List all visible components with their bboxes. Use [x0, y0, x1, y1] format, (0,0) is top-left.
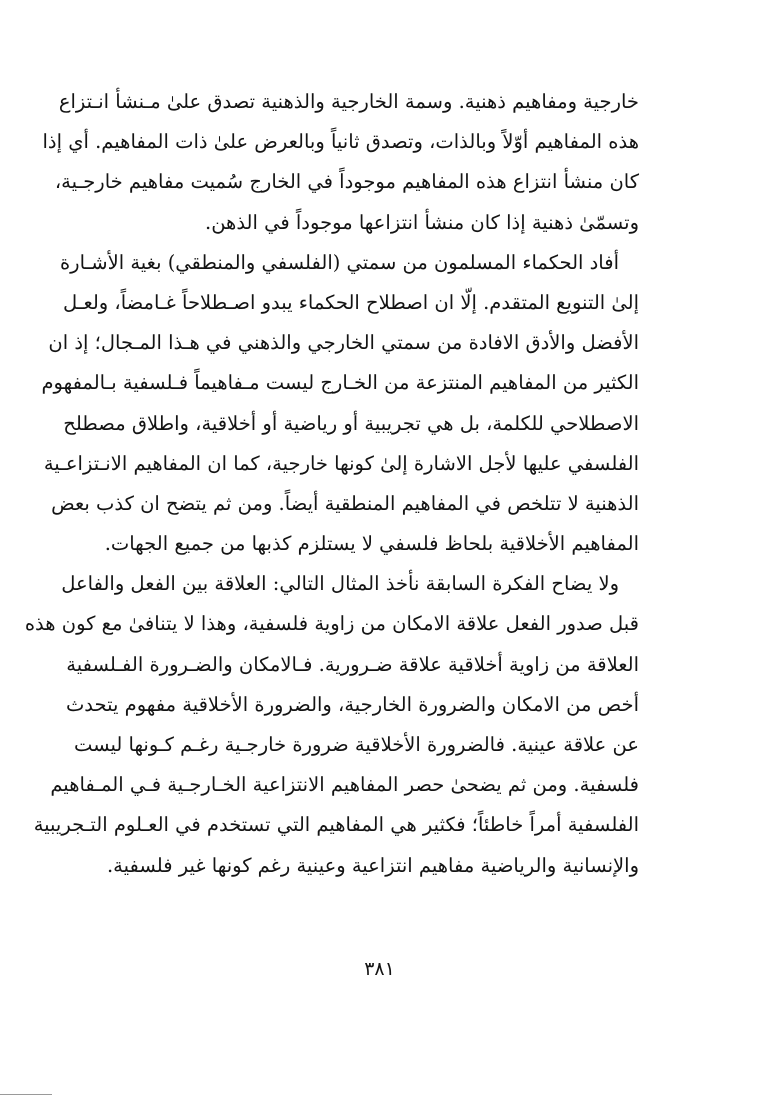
paragraph-1 — [42, 82, 639, 243]
text-line: عن علاقة عينية. فالضرورة الأخلاقية ضرورة خارجـية رغـم كـونها ليست — [73, 733, 639, 756]
text-line: الأفضل والأدق الافادة من سمتي الخارجي والذهني في هـذا المـجال؛ إذ ان — [48, 331, 639, 355]
text-line: الاصطلاحي للكلمة، بل هي تجريبية أو رياضية أو أخلاقية، واطلاق مصطلح — [63, 411, 639, 435]
text-line: المفاهيم الأخلاقية بلحاظ فلسفي لا يستلزم كذبها من جميع الجهات. — [104, 532, 639, 556]
page-body — [24, 82, 639, 886]
paragraph-3 — [24, 564, 639, 886]
text-line: ولا يضاح الفكرة السابقة نأخذ المثال التالي: العلاقة بين الفعل والفاعل — [61, 572, 619, 596]
text-line: وتسمّىٰ ذهنية إذا كان منشأ انتزاعها موجوداً في الذهن. — [205, 210, 639, 234]
page-number: ٣٨١ — [364, 958, 395, 980]
text-line: الكثير من المفاهيم المنتزعة من الخـارج ليست مـفاهيماً فـلسفية بـالمفهوم — [41, 371, 639, 395]
text-line: أخص من الامكان والضرورة الخارجية، والضرورة الأخلاقية مفهوم يتحدث — [65, 692, 639, 716]
text-line: كان منشأ انتزاع هذه المفاهيم موجوداً في الخارج سُميت مفاهيم خارجـية، — [54, 170, 639, 194]
text-line: قبل صدور الفعل علاقة الامكان من زاوية فلسفية، وهذا لا يتنافىٰ مع كون هذه — [24, 612, 639, 636]
text-line: العلاقة من زاوية أخلاقية علاقة ضـرورية. فـالامكان والضـرورة الفـلسفية — [66, 652, 639, 676]
text-line: الفلسفية أمراً خاطئاً؛ فكثير هي المفاهيم التي تستخدم في العـلوم التـجريبية — [33, 813, 639, 837]
text-line: الذهنية لا تتلخص في المفاهيم المنطقية أيضاً. ومن ثم يتضح ان كذب بعض — [51, 491, 639, 515]
text-line: والإنسانية والرياضية مفاهيم انتزاعية وعينية رغم كونها غير فلسفية. — [106, 853, 639, 877]
text-line: الفلسفي عليها لأجل الاشارة إلىٰ كونها خارجية، كما ان المفاهيم الانـتزاعـية — [43, 451, 639, 475]
paragraph-2 — [41, 243, 639, 565]
text-line: إلىٰ التنويع المتقدم. إلّا ان اصطلاح الحكماء يبدو اصـطلاحاً غـامضاً، ولعـل — [62, 290, 639, 314]
text-line: خارجية ومفاهيم ذهنية. وسمة الخارجية والذهنية تصدق علىٰ مـنشأ انـتزاع — [58, 90, 639, 113]
text-line: أفاد الحكماء المسلمون من سمتي (الفلسفي والمنطقي) بغية الأشـارة — [59, 250, 619, 274]
text-line: هذه المفاهيم أوّلاً وبالذات، وتصدق ثانياً وبالعرض علىٰ ذات المفاهيم. أي إذا — [42, 130, 639, 154]
text-line: فلسفية. ومن ثم يضحىٰ حصر المفاهيم الانتزاعية الخـارجـية فـي المـفاهيم — [50, 773, 639, 797]
scan-edge-line — [0, 1094, 52, 1095]
